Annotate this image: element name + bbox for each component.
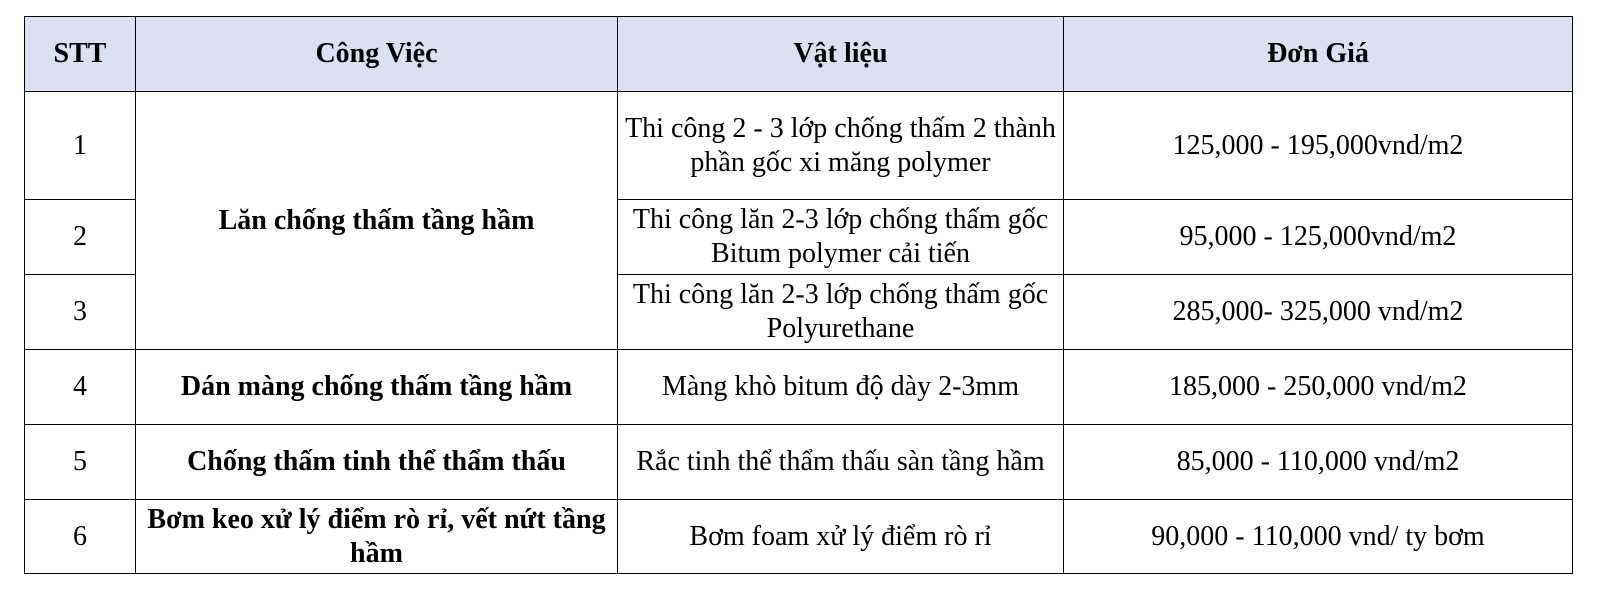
header-price: Đơn Giá (1064, 17, 1573, 92)
price-table (24, 16, 1573, 574)
cell-stt: 3 (25, 275, 136, 350)
cell-price: 185,000 - 250,000 vnd/m2 (1064, 350, 1573, 425)
cell-material: Màng khò bitum độ dày 2-3mm (618, 350, 1064, 425)
cell-price: 95,000 - 125,000vnd/m2 (1064, 200, 1573, 275)
header-stt: STT (25, 17, 136, 92)
cell-work: Lăn chống thấm tầng hầm (136, 92, 618, 350)
cell-price: 85,000 - 110,000 vnd/m2 (1064, 425, 1573, 500)
cell-work: Chống thấm tinh thể thẩm thấu (136, 425, 618, 500)
table-row (25, 425, 1573, 500)
cell-stt: 1 (25, 92, 136, 200)
header-work: Công Việc (136, 17, 618, 92)
cell-price: 285,000- 325,000 vnd/m2 (1064, 275, 1573, 350)
cell-material: Bơm foam xử lý điểm rò rỉ (618, 500, 1064, 574)
header-material: Vật liệu (618, 17, 1064, 92)
cell-price: 90,000 - 110,000 vnd/ ty bơm (1064, 500, 1573, 574)
table-row (25, 500, 1573, 574)
table-row (25, 92, 1573, 200)
cell-stt: 6 (25, 500, 136, 574)
cell-stt: 5 (25, 425, 136, 500)
cell-stt: 4 (25, 350, 136, 425)
cell-material: Thi công 2 - 3 lớp chống thấm 2 thành phần gốc xi măng polymer (618, 92, 1064, 200)
cell-price: 125,000 - 195,000vnd/m2 (1064, 92, 1573, 200)
cell-material: Rắc tinh thể thẩm thấu sàn tầng hầm (618, 425, 1064, 500)
cell-work: Dán màng chống thấm tầng hầm (136, 350, 618, 425)
table-row (25, 350, 1573, 425)
cell-work: Bơm keo xử lý điểm rò rỉ, vết nứt tầng hầm (136, 500, 618, 574)
cell-stt: 2 (25, 200, 136, 275)
table-header-row (25, 17, 1573, 92)
cell-material: Thi công lăn 2-3 lớp chống thấm gốc Polyurethane (618, 275, 1064, 350)
cell-material: Thi công lăn 2-3 lớp chống thấm gốc Bitum polymer cải tiến (618, 200, 1064, 275)
